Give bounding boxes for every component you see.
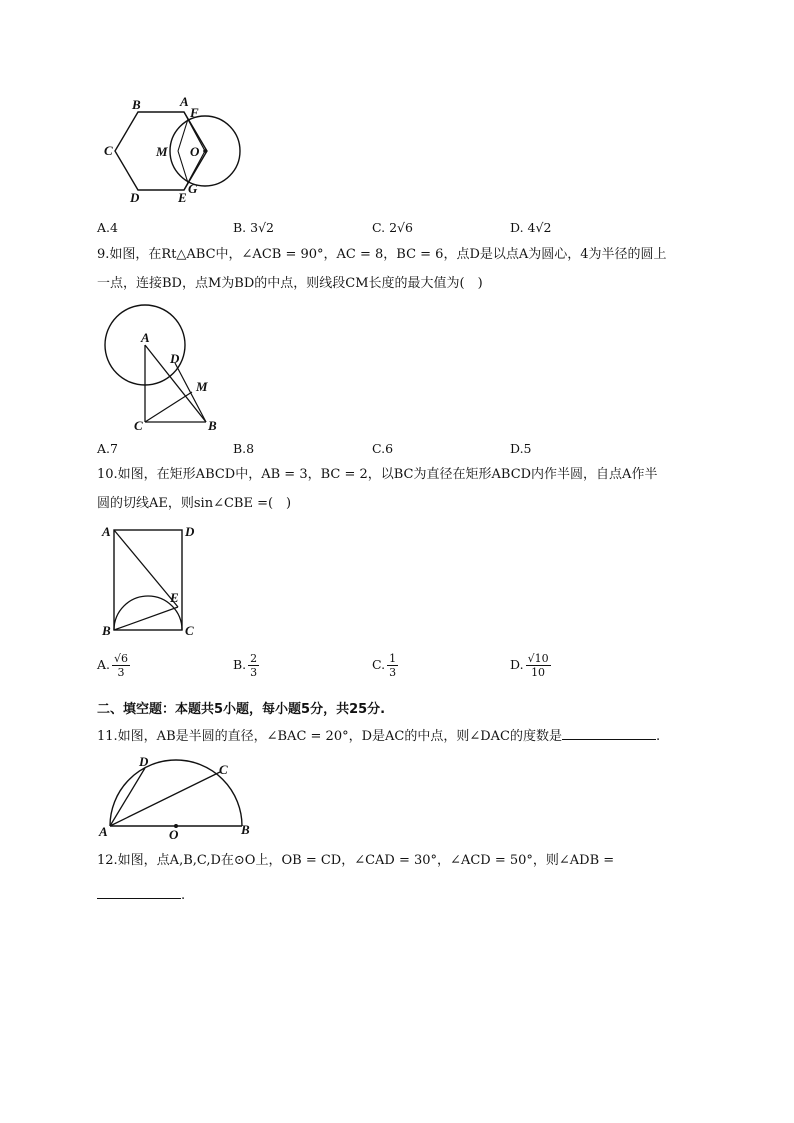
label-D: D bbox=[130, 190, 140, 205]
q10-option-b[interactable]: B. $\frac{2}{3}$ bbox=[233, 652, 258, 679]
q11-answer-blank[interactable] bbox=[562, 739, 656, 740]
q8-option-c[interactable]: C. 2√6 bbox=[372, 220, 413, 235]
rectangle-shape bbox=[114, 530, 182, 630]
label-E: E bbox=[178, 190, 187, 205]
fraction: $\frac{2}{3}$ bbox=[250, 652, 258, 679]
label-A: A bbox=[180, 94, 189, 109]
q11-text: 11.如图，AB是半圆的直径，∠BAC = 20°，D是AC的中点，则∠DAC的度数是 bbox=[97, 729, 563, 744]
label-C: C bbox=[219, 762, 228, 777]
q10-line-2: 圆的切线AE，则sin∠CBE =( ) bbox=[97, 496, 292, 511]
label-O: O bbox=[169, 827, 179, 842]
q9-option-d[interactable]: D.5 bbox=[510, 441, 532, 456]
q12-question: 12.如图，点A,B,C,D在⊙O上，OB = CD，∠CAD = 30°，∠ACD = 50°，则∠ADB = . bbox=[97, 846, 707, 910]
label-C: C bbox=[134, 418, 143, 433]
q12-text: 12.如图，点A,B,C,D在⊙O上，OB = CD，∠CAD = 30°，∠ACD = 50°，则∠ADB = bbox=[97, 853, 615, 868]
q10-option-d[interactable]: D. $\frac{√10}{10}$ bbox=[510, 652, 549, 679]
q9-option-b[interactable]: B.8 bbox=[233, 441, 255, 456]
figure-semicircle bbox=[98, 752, 263, 842]
label-G: G bbox=[188, 181, 198, 196]
q10-question bbox=[97, 460, 707, 518]
q10-option-a[interactable]: A. $\frac{√6}{3}$ bbox=[97, 652, 129, 679]
fraction: $\frac{√6}{3}$ bbox=[114, 652, 129, 679]
label-C: C bbox=[185, 623, 194, 638]
label-A: A bbox=[102, 524, 111, 539]
figure-hexagon-circle bbox=[100, 95, 250, 205]
q9-question bbox=[97, 240, 707, 298]
q9-option-a[interactable]: A.7 bbox=[97, 441, 118, 456]
section-heading: 二、填空题：本题共5小题，每小题5分，共25分. bbox=[97, 702, 386, 717]
q10-option-c[interactable]: C. $\frac{1}{3}$ bbox=[372, 652, 397, 679]
q12-answer-blank[interactable] bbox=[97, 898, 181, 899]
q9-line-1: 9.如图，在Rt△ABC中，∠ACB = 90°，AC = 8，BC = 6，点D是以点A为圆心，4为半径的圆上 bbox=[97, 247, 667, 262]
label-D: D bbox=[185, 524, 195, 539]
label-M: M bbox=[196, 379, 208, 394]
label-D: D bbox=[170, 351, 180, 366]
figure-circle-triangle bbox=[100, 300, 230, 435]
label-F: F bbox=[190, 105, 199, 120]
q10-line-1: 10.如图，在矩形ABCD中，AB = 3，BC = 2，以BC为直径在矩形ABCD内作半圆，自点A作半 bbox=[97, 467, 658, 482]
label-A: A bbox=[99, 824, 108, 839]
q8-option-b[interactable]: B. 3√2 bbox=[233, 220, 275, 235]
label-O: O bbox=[190, 144, 200, 159]
q8-option-a[interactable]: A.4 bbox=[97, 220, 118, 235]
label-A: A bbox=[141, 330, 150, 345]
label-D: D bbox=[139, 754, 149, 769]
label-M: M bbox=[156, 144, 168, 159]
fraction: $\frac{1}{3}$ bbox=[389, 652, 397, 679]
fraction: $\frac{√10}{10}$ bbox=[527, 652, 549, 679]
label-B: B bbox=[241, 822, 250, 837]
label-C: C bbox=[104, 143, 113, 158]
label-E: E bbox=[170, 590, 179, 605]
q9-line-2: 一点，连接BD，点M为BD的中点，则线段CM长度的最大值为( ) bbox=[97, 276, 483, 291]
q11-question: 11.如图，AB是半圆的直径，∠BAC = 20°，D是AC的中点，则∠DAC的度数是 . bbox=[97, 729, 661, 744]
label-B: B bbox=[208, 418, 217, 433]
q8-option-d[interactable]: D. 4√2 bbox=[510, 220, 552, 235]
q9-option-c[interactable]: C.6 bbox=[372, 441, 394, 456]
label-B: B bbox=[102, 623, 111, 638]
label-B: B bbox=[132, 97, 141, 112]
figure-rectangle-semicircle bbox=[100, 520, 210, 645]
